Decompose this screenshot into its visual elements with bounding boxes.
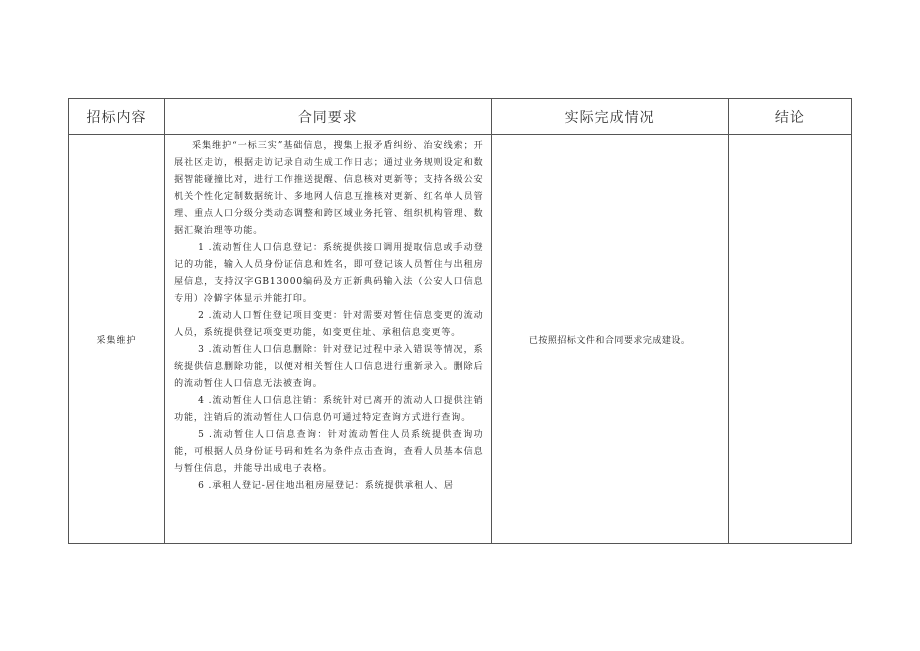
requirement-item-6: 6 .承租人登记-居住地出租房屋登记：系统提供承租人、居 [198, 481, 454, 491]
requirement-item-1: 1 .流动暂住人口信息登记：系统提供接口调用提取信息或手动登记的功能，输入人员身份证信息和姓名，即可登记该人员暂住与出租房屋信息，支持汉字GB13000编码及方正新典码输入法（公安人口信息专用）冷僻字体显示并能打印。 [174, 243, 484, 304]
requirement-item-4: 4 .流动暂住人口信息注销：系统针对已离开的流动人口提供注销功能，注销后的流动暂住人口信息仍可通过特定查询方式进行查询。 [174, 396, 484, 423]
cell-category: 采集维护 [69, 135, 165, 544]
requirement-intro: 采集维护“一标三实”基础信息，搜集上报矛盾纠纷、治安线索；开展社区走访，根据走访记录自动生成工作日志；通过业务规则设定和数据智能碰撞比对，进行工作推送提醒、信息核对更新等；支持各级公安机关个性化定制数据统计、多地网人信息互推核对更新、红名单人员管理、重点人口分级分类动态调整和跨区域业务托管、组织机构管理、数据汇聚治理等功能。 [174, 141, 484, 236]
requirements-table [68, 98, 852, 544]
header-conclusion: 结论 [728, 99, 851, 135]
cell-actual-completion: 已按照招标文件和合同要求完成建设。 [491, 135, 728, 544]
table-row [69, 135, 852, 544]
requirements-text [165, 135, 490, 542]
requirement-item-3: 3 .流动暂住人口信息删除：针对登记过程中录入错误等情况，系统提供信息删除功能，以便对相关暂住人口信息进行重新录入。删除后的流动暂住人口信息无法被查询。 [174, 345, 484, 389]
cell-conclusion [728, 135, 851, 544]
header-bid-content: 招标内容 [69, 99, 165, 135]
table-header-row [69, 99, 852, 135]
requirement-item-5: 5 .流动暂住人口信息查询：针对流动暂住人员系统提供查询功能，可根据人员身份证号码和姓名为条件点击查询，查看人员基本信息与暂住信息，并能导出成电子表格。 [174, 430, 484, 474]
cell-requirements [165, 135, 491, 544]
header-contract-requirements: 合同要求 [165, 99, 491, 135]
header-actual-completion: 实际完成情况 [491, 99, 728, 135]
requirement-item-2: 2 .流动人口暂住登记项目变更：针对需要对暂住信息变更的流动人员，系统提供登记项变更功能，如变更住址、承租信息变更等。 [174, 311, 484, 338]
